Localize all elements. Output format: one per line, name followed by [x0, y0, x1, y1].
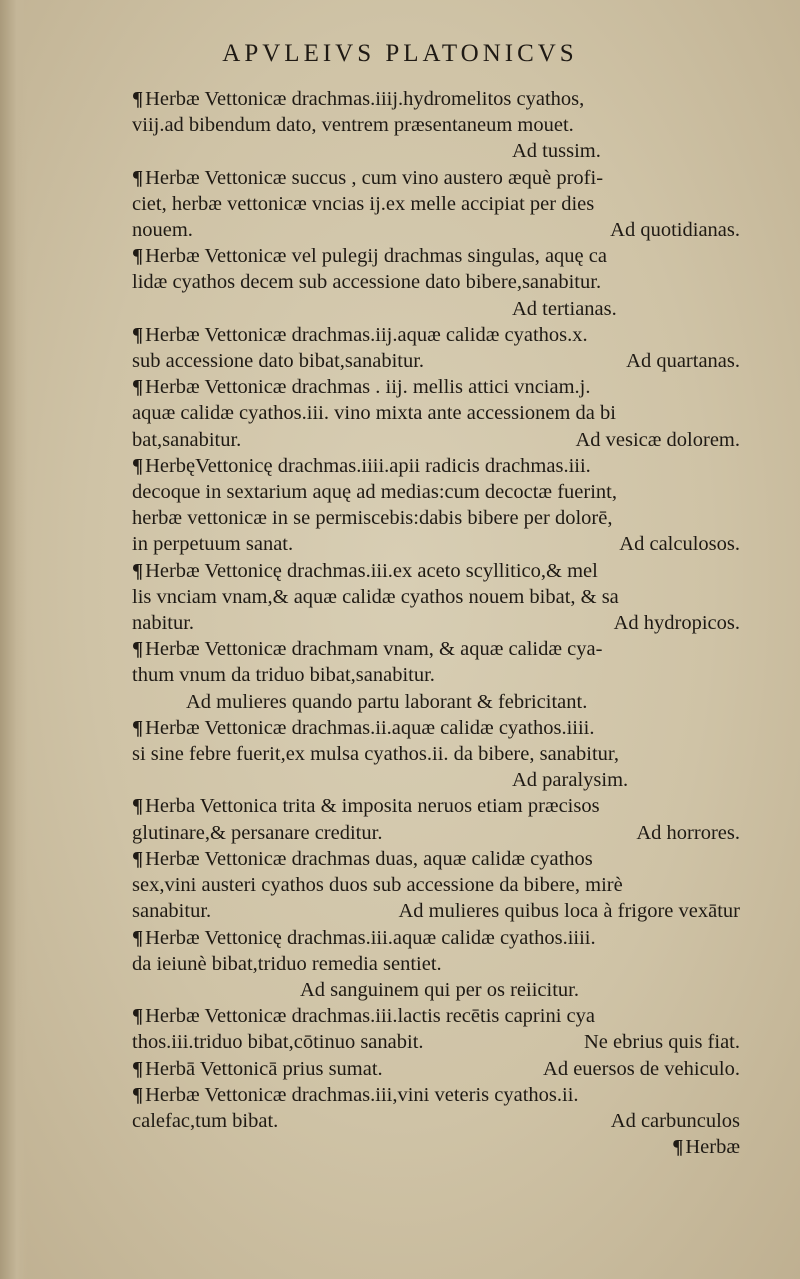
line-body: thos.iii.triduo bibat,cōtinuo sanabit. — [132, 1031, 424, 1054]
text-line — [132, 898, 740, 924]
line-text — [132, 1108, 278, 1134]
line-text — [132, 455, 591, 477]
section-heading: Ad calculosos. — [619, 533, 740, 556]
running-header: APVLEIVS PLATONICVS — [222, 40, 578, 67]
text-line — [132, 610, 740, 636]
text-line — [132, 741, 740, 767]
section-heading: Ad vesicæ dolorem. — [575, 428, 740, 451]
section-heading: Ad quotidianas. — [610, 219, 740, 242]
line-text — [132, 376, 590, 398]
line-body: glutinare,& persanare creditur. — [132, 821, 383, 844]
paragraph-mark-icon: ¶ — [132, 926, 144, 949]
line-body: Ad paralysim. — [512, 769, 629, 792]
text-line — [132, 846, 740, 872]
line-body: ciet, herbæ vettonicæ vncias ij.ex melle accipiat per dies — [132, 192, 595, 215]
line-text — [512, 140, 601, 162]
text-line — [132, 977, 740, 1003]
line-body: Herbæ Vettonicę drachmas.iii.aquæ calidæ cyathos.iiii. — [145, 926, 596, 949]
line-body: Herbæ Vettonicæ drachmas.iiij.hydromelitos cyathos, — [145, 88, 585, 110]
line-text — [132, 795, 600, 817]
line-body: Herbæ Vettonicæ drachmas.ii.aquæ calidæ cyathos.iiii. — [145, 716, 595, 739]
text-line — [132, 427, 740, 453]
line-text — [132, 271, 601, 293]
line-body: herbæ vettonicæ in se permiscebis:dabis bibere per dolorē, — [132, 507, 613, 530]
section-heading: Ad quartanas. — [626, 350, 740, 373]
text-line — [132, 872, 740, 898]
text-line — [132, 86, 740, 112]
text-line — [132, 662, 740, 688]
paragraph-mark-icon: ¶ — [132, 454, 144, 477]
text-line — [132, 767, 740, 793]
line-text — [300, 979, 579, 1001]
paragraph-mark-icon: ¶ — [132, 638, 144, 661]
line-text — [132, 848, 593, 870]
section-heading: Ad mulieres quibus loca à frigore vexātur — [398, 900, 740, 923]
line-text — [512, 298, 617, 320]
text-line — [132, 1003, 740, 1029]
text-line — [132, 925, 740, 951]
text-line — [132, 165, 740, 191]
paragraph-mark-icon: ¶ — [132, 88, 144, 110]
text-line — [132, 400, 740, 426]
line-text — [132, 560, 598, 582]
paragraph-mark-icon: ¶ — [132, 166, 144, 189]
line-body: Herbæ Vettonicæ drachmas duas, aquæ calidæ cyathos — [145, 847, 593, 870]
line-body: HerbęVettonicę drachmas.iiii.apii radicis drachmas.iii. — [145, 454, 591, 477]
text-line — [132, 793, 740, 819]
text-line — [132, 217, 740, 243]
catchword-text: Herbæ — [685, 1136, 740, 1159]
line-text — [132, 610, 194, 636]
line-text — [132, 402, 616, 424]
line-body: Herbā Vettonicā prius sumat. — [145, 1057, 383, 1080]
line-text — [132, 348, 424, 374]
text-line — [132, 505, 740, 531]
paragraph-mark-icon: ¶ — [132, 559, 144, 582]
section-heading: Ne ebrius quis fiat. — [584, 1031, 740, 1054]
text-line — [132, 322, 740, 348]
line-body: sanabitur. — [132, 900, 212, 923]
text-line — [132, 1082, 740, 1108]
text-line — [132, 348, 740, 374]
line-body: viij.ad bibendum dato, ventrem præsentaneum mouet. — [132, 114, 574, 137]
text-line — [132, 479, 740, 505]
line-text — [132, 820, 382, 846]
line-body: Ad tertianas. — [512, 297, 617, 320]
line-text — [132, 481, 617, 503]
line-body: si sine febre fuerit,ex mulsa cyathos.ii. da bibere, sanabitur, — [132, 743, 620, 766]
line-body: in perpetuum sanat. — [132, 533, 294, 556]
line-body: aquæ calidæ cyathos.iii. vino mixta ante accessionem da bi — [132, 402, 616, 425]
line-text — [132, 217, 193, 243]
paragraph-mark-icon: ¶ — [132, 716, 144, 739]
line-text — [512, 769, 628, 791]
line-text — [132, 898, 211, 924]
line-text — [132, 531, 293, 557]
line-text — [132, 427, 241, 453]
section-heading: Ad euersos de vehiculo. — [543, 1057, 740, 1080]
line-text — [132, 1084, 579, 1106]
line-body: Herbæ Vettonicæ drachmas . iij. mellis attici vnciam.j. — [145, 376, 591, 399]
line-body: decoque in sextarium aquę ad medias:cum decoctæ fuerint, — [132, 481, 617, 504]
text-line — [132, 636, 740, 662]
text-line — [132, 531, 740, 557]
paragraph-mark-icon: ¶ — [132, 1083, 144, 1106]
text-line — [132, 138, 740, 164]
line-text — [132, 167, 603, 189]
paragraph-mark-icon: ¶ — [132, 323, 144, 346]
line-body: sub accessione dato bibat,sanabitur. — [132, 350, 425, 373]
text-line — [132, 374, 740, 400]
text-line — [132, 1029, 740, 1055]
catchword — [132, 1134, 740, 1160]
line-text — [132, 927, 596, 949]
line-body: calefac,tum bibat. — [132, 1109, 279, 1132]
text-line — [132, 1056, 740, 1082]
line-text — [132, 193, 594, 215]
text-line — [132, 243, 740, 269]
paragraph-mark-icon: ¶ — [132, 245, 144, 268]
paragraph-mark-icon: ¶ — [672, 1136, 684, 1159]
body-text — [132, 86, 740, 1160]
text-line — [132, 951, 740, 977]
line-text — [132, 1056, 383, 1082]
paragraph-mark-icon: ¶ — [132, 847, 144, 870]
page-edge-shadow — [0, 0, 28, 1279]
line-text — [132, 245, 607, 267]
text-line — [132, 112, 740, 138]
line-text — [132, 638, 602, 660]
line-body: Herbæ Vettonicæ drachmam vnam, & aquæ calidæ cya- — [145, 638, 603, 661]
line-body: da ieiunè bibat,triduo remedia sentiet. — [132, 952, 442, 975]
line-body: Herbæ Vettonicæ vel pulegij drachmas singulas, aquę ca — [145, 245, 607, 268]
section-heading: Ad carbunculos — [610, 1109, 740, 1132]
line-text — [132, 664, 435, 686]
section-heading: Ad hydropicos. — [613, 612, 740, 635]
line-text — [132, 717, 594, 739]
text-line — [132, 689, 740, 715]
line-body: Ad mulieres quando partu laborant & febricitant. — [186, 690, 588, 713]
text-line — [132, 558, 740, 584]
text-line — [132, 584, 740, 610]
paragraph-mark-icon: ¶ — [132, 1057, 144, 1080]
line-body: Herbæ Vettonicæ succus , cum vino austero æquè profi- — [145, 166, 604, 189]
line-body: Herba Vettonica trita & imposita neruos etiam præcisos — [145, 795, 600, 818]
line-text — [132, 88, 584, 110]
line-body: bat,sanabitur. — [132, 428, 242, 451]
line-text — [132, 507, 612, 529]
text-line — [132, 715, 740, 741]
section-heading: Ad horrores. — [636, 821, 740, 844]
line-body: Ad sanguinem qui per os reiicitur. — [300, 978, 579, 1001]
line-text — [186, 691, 587, 713]
text-line — [132, 453, 740, 479]
line-body: nouem. — [132, 219, 193, 242]
text-line — [132, 1108, 740, 1134]
line-text — [132, 324, 588, 346]
line-body: lis vnciam vnam,& aquæ calidæ cyathos nouem bibat, & sa — [132, 585, 619, 608]
text-line — [132, 191, 740, 217]
line-body: Herbæ Vettonicę drachmas.iii.ex aceto scyllitico,& mel — [145, 559, 598, 582]
text-line — [132, 296, 740, 322]
line-body: sex,vini austeri cyathos duos sub accessione da bibere, mirè — [132, 874, 623, 897]
line-body: Herbæ Vettonicæ drachmas.iij.aquæ calidæ cyathos.x. — [145, 323, 588, 346]
paragraph-mark-icon: ¶ — [132, 795, 144, 818]
line-body: lidæ cyathos decem sub accessione dato bibere,sanabitur. — [132, 271, 602, 294]
line-body: nabitur. — [132, 612, 195, 635]
paragraph-mark-icon: ¶ — [132, 376, 144, 399]
line-body: thum vnum da triduo bibat,sanabitur. — [132, 664, 435, 687]
line-text — [132, 114, 574, 136]
text-line — [132, 269, 740, 295]
line-body: Herbæ Vettonicæ drachmas.iii.lactis recētis caprini cya — [145, 1005, 595, 1028]
line-text — [132, 1029, 424, 1055]
line-text — [132, 586, 619, 608]
line-body: Herbæ Vettonicæ drachmas.iii,vini veteris cyathos.ii. — [145, 1083, 579, 1106]
line-text — [132, 953, 442, 975]
line-text — [132, 743, 619, 765]
line-body: Ad tussim. — [512, 140, 601, 163]
text-line — [132, 820, 740, 846]
paragraph-mark-icon: ¶ — [132, 1005, 144, 1028]
line-text — [132, 1005, 595, 1027]
line-text — [132, 874, 623, 896]
